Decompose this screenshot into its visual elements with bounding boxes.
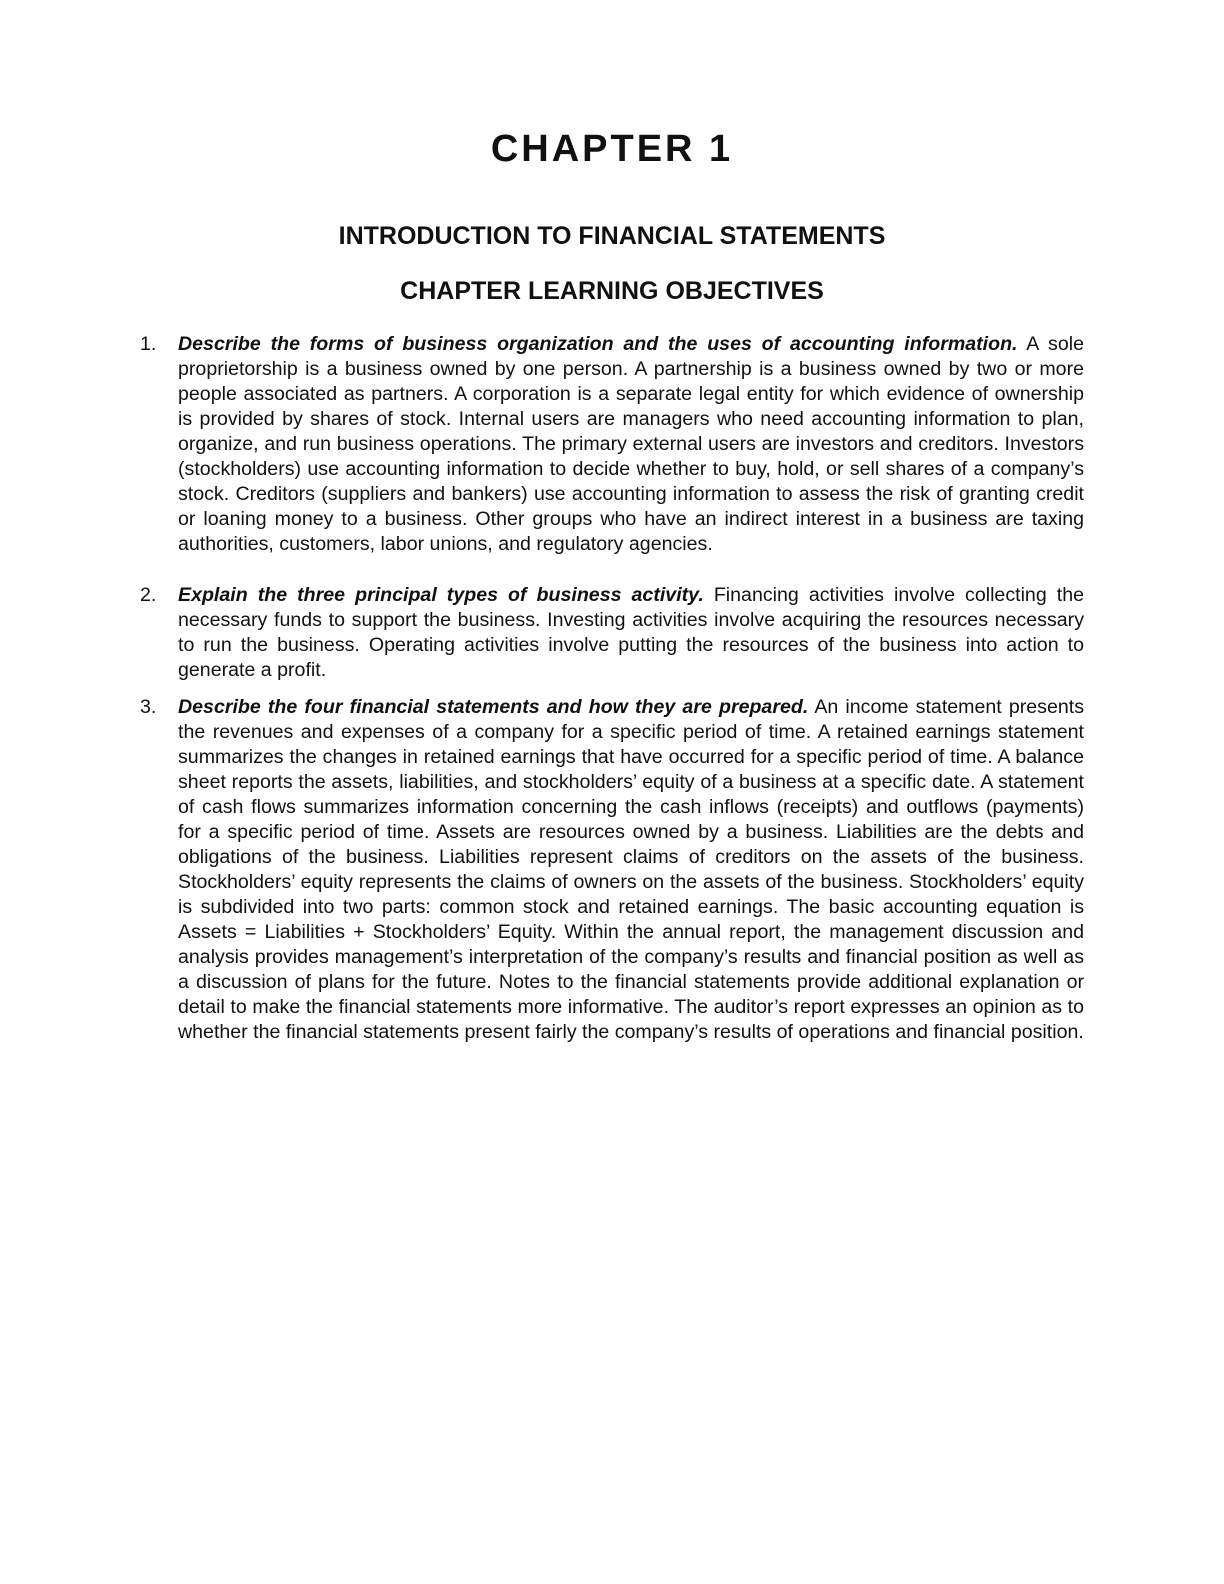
- objective-item: [140, 695, 1084, 1045]
- objective-lead: Describe the four financial statements and how they are prepared.: [178, 696, 809, 718]
- objective-lead: Describe the forms of business organization and the uses of accounting information.: [178, 333, 1018, 355]
- chapter-title: INTRODUCTION TO FINANCIAL STATEMENTS: [338, 222, 886, 250]
- objective-body: A sole proprietorship is a business owned by one person. A partnership is a business owned by two or more people associated as partners. A corporation is a separate legal entity for which evidence of ownership is provided by shares of stock. Internal users are managers who need accounting information to plan, organize, and run business operations. The primary external users are investors and creditors. Investors (stockholders) use accounting information to decide whether to buy, hold, or sell shares of a company’s stock. Creditors (suppliers and bankers) use accounting information to assess the risk of granting credit or loaning money to a business. Other groups who have an indirect interest in a business are taxing authorities, customers, labor unions, and regulatory agencies.: [178, 333, 1084, 555]
- chapter-heading: CHAPTER 1: [490, 128, 734, 170]
- objective-number: 2.: [140, 584, 157, 606]
- objectives-list: [140, 332, 1084, 1045]
- objectives-heading: CHAPTER LEARNING OBJECTIVES: [400, 277, 824, 305]
- objective-number: 3.: [140, 696, 157, 718]
- objective-body: An income statement presents the revenues and expenses of a company for a specific period of time. A retained earnings statement summarizes the changes in retained earnings that have occurred for a specific period of time. A balance sheet reports the assets, liabilities, and stockholders’ equity of a business at a specific date. A statement of cash flows summarizes information concerning the cash inflows (receipts) and outflows (payments) for a specific period of time. Assets are resources owned by a business. Liabilities are the debts and obligations of the business. Liabilities represent claims of creditors on the assets of the business. Stockholders’ equity represents the claims of owners on the assets of the business. Stockholders’ equity is subdivided into two parts: common stock and retained earnings. The basic accounting equation is Assets = Liabilities + Stockholders’ Equity. Within the annual report, the management discussion and analysis provides management’s interpretation of the company’s results and financial position as well as a discussion of plans for the future. Notes to the financial statements provide additional explanation or detail to make the financial statements more informative. The auditor’s report expresses an opinion as to whether the financial statements present fairly the company’s results of operations and financial position.: [178, 696, 1084, 1043]
- objective-number: 1.: [140, 333, 157, 355]
- objective-lead: Explain the three principal types of business activity.: [178, 584, 704, 606]
- objective-body: Financing activities involve collecting the necessary funds to support the business. Investing activities involve acquiring the resources necessary to run the business. Operating activities involve putting the resources of the business into action to generate a profit.: [178, 584, 1084, 681]
- objective-item: [140, 332, 1084, 557]
- objective-item: [140, 583, 1084, 683]
